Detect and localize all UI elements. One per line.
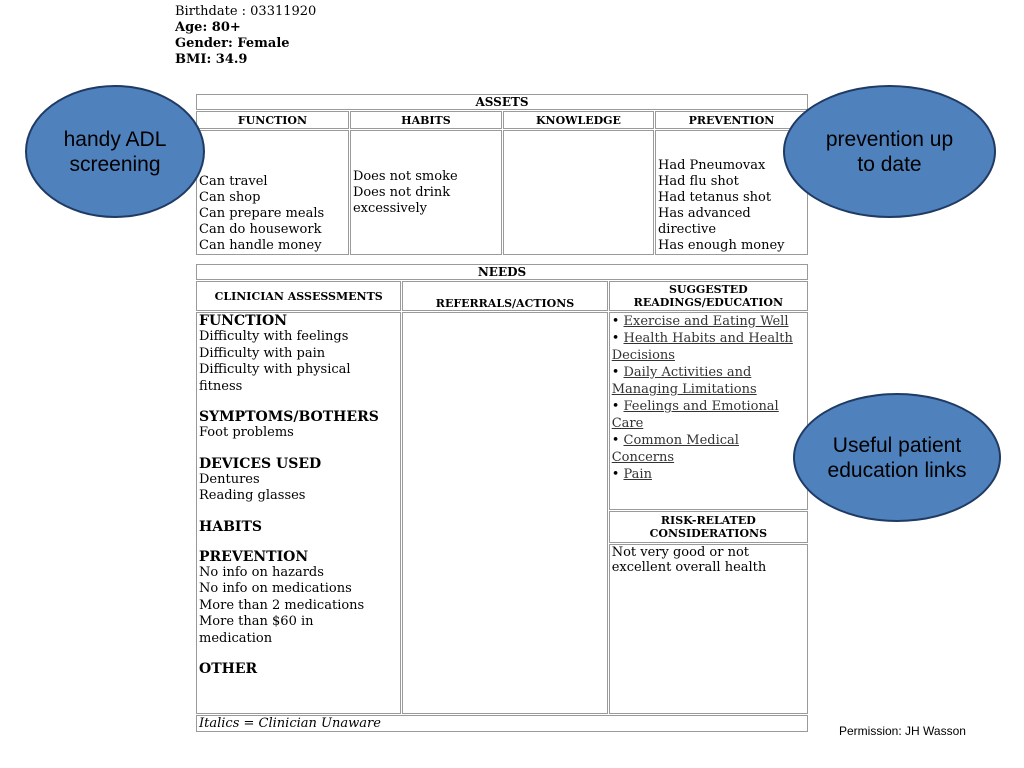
bmi: BMI: 34.9	[175, 52, 248, 67]
reading-item: • Health Habits and Health Decisions	[611, 331, 793, 363]
assets-title: ASSETS	[196, 94, 808, 110]
list-item: Can travel	[199, 174, 268, 189]
clinician-assessments-cell	[196, 312, 401, 714]
reading-item: • Daily Activities and Managing Limitations	[611, 365, 757, 397]
assets-habits-cell	[350, 130, 502, 255]
reading-item: • Exercise and Eating Well	[611, 314, 789, 329]
list-item: Difficulty with feelings	[199, 329, 349, 344]
list-item: medication	[199, 630, 273, 646]
list-item: More than 2 medications	[199, 597, 365, 613]
reading-link-exercise[interactable]: Exercise and Eating Well	[623, 314, 789, 329]
list-item: Does not drink	[352, 184, 451, 200]
section-symptoms-title: SYMPTOMS/BOTHERS	[199, 409, 379, 425]
assets-header-habits: HABITS	[350, 111, 502, 129]
callout-text: handy ADL screening	[63, 127, 167, 176]
assets-header-prevention: PREVENTION	[655, 111, 808, 129]
needs-table	[195, 263, 809, 733]
list-item: Has enough money	[657, 238, 785, 253]
section-habits-title: HABITS	[199, 518, 262, 535]
list-item: Can handle money	[199, 238, 322, 253]
reading-link-feelings[interactable]: Feelings and Emotional Care	[611, 399, 779, 431]
list-item: Can prepare meals	[199, 206, 325, 221]
assets-function-cell	[196, 130, 349, 255]
list-item: fitness	[199, 378, 243, 394]
referrals-cell	[402, 312, 607, 714]
risk-text: Not very good or not excellent overall health	[611, 545, 767, 575]
risk-header-line1: RISK-RELATED	[660, 514, 756, 527]
needs-title: NEEDS	[196, 264, 808, 280]
list-item: directive	[657, 222, 717, 237]
list-item: Foot problems	[199, 425, 294, 440]
reading-link-habits[interactable]: Health Habits and Health Decisions	[611, 331, 793, 363]
gender: Gender: Female	[175, 36, 290, 51]
reading-item: • Pain	[611, 467, 652, 482]
callout-prevention	[783, 85, 996, 218]
list-item: No info on medications	[199, 581, 352, 596]
list-item: Can shop	[199, 190, 261, 205]
section-devices-title: DEVICES USED	[199, 455, 322, 472]
reading-item: • Feelings and Emotional Care	[611, 399, 779, 431]
reading-link-pain[interactable]: Pain	[623, 467, 652, 482]
list-item: No info on hazards	[199, 564, 324, 580]
list-item: Does not smoke	[352, 168, 458, 184]
list-item: Difficulty with pain	[199, 345, 326, 361]
needs-header-clinician: CLINICIAN ASSESSMENTS	[196, 281, 401, 311]
risk-cell	[609, 544, 808, 714]
list-item: excessively	[352, 200, 427, 216]
reading-item: • Common Medical Concerns	[611, 433, 739, 465]
patient-demographics	[175, 4, 316, 68]
reading-link-medical-concerns[interactable]: Common Medical Concerns	[611, 433, 739, 465]
needs-header-referrals: REFERRALS/ACTIONS	[402, 281, 607, 311]
list-item: Reading glasses	[199, 488, 306, 503]
assets-header-knowledge: KNOWLEDGE	[503, 111, 654, 129]
age: Age: 80+	[175, 20, 241, 35]
risk-header-line2: CONSIDERATIONS	[649, 527, 768, 540]
section-function-title: FUNCTION	[199, 313, 288, 329]
reading-link-daily-activities[interactable]: Daily Activities and Managing Limitations	[611, 365, 757, 397]
footnote: Italics = Clinician Unaware	[196, 715, 808, 732]
list-item: More than $60 in	[199, 614, 314, 629]
permission-credit: Permission: JH Wasson	[839, 724, 966, 738]
risk-header	[609, 511, 808, 543]
section-other-title: OTHER	[199, 661, 258, 677]
callout-education-links	[793, 393, 1001, 522]
list-item: Had Pneumovax	[657, 158, 766, 173]
list-item: Difficulty with physical	[199, 362, 351, 377]
assets-table	[195, 93, 809, 256]
assets-header-function: FUNCTION	[196, 111, 349, 129]
callout-text: Useful patient education links	[827, 433, 967, 482]
list-item: Dentures	[199, 471, 260, 487]
needs-header-readings	[609, 281, 808, 311]
list-item: Had tetanus shot	[657, 190, 772, 205]
section-prevention-title: PREVENTION	[199, 548, 309, 565]
readings-header-line1: SUGGESTED	[668, 283, 748, 296]
callout-text: prevention up to date	[825, 127, 954, 176]
list-item: Had flu shot	[657, 174, 739, 189]
readings-cell	[609, 312, 808, 510]
list-item: Can do housework	[199, 222, 322, 237]
callout-adl-screening	[25, 85, 205, 218]
list-item: Has advanced	[657, 206, 751, 221]
birthdate: Birthdate : 03311920	[175, 4, 317, 19]
readings-header-line2: READINGS/EDUCATION	[633, 296, 783, 309]
assets-knowledge-cell	[503, 130, 654, 255]
